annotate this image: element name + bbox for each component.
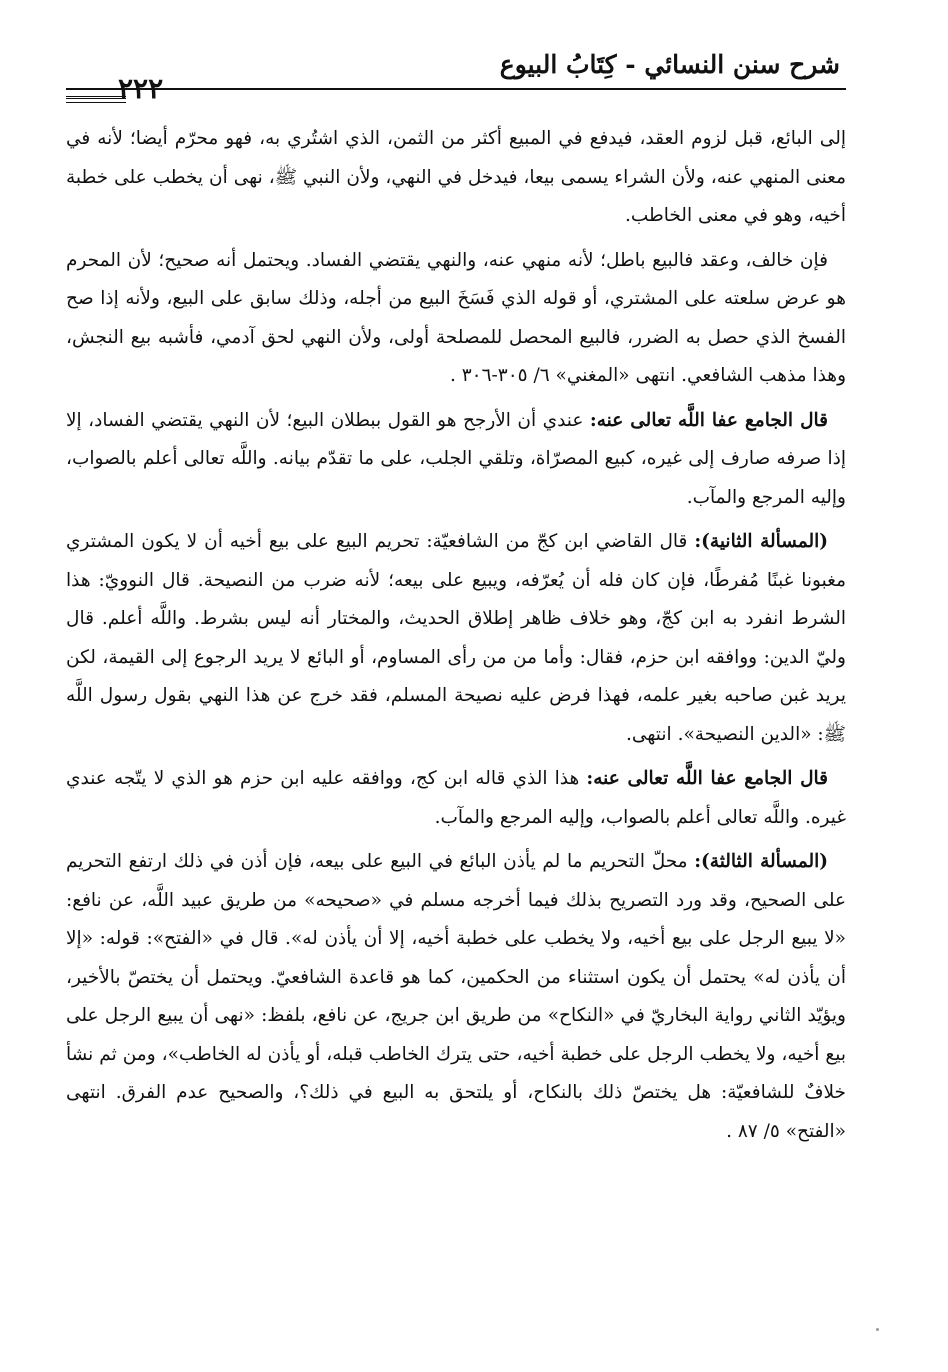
paragraph-lead: (المسألة الثانية): (694, 531, 828, 552)
paragraph-lead: قال الجامع عفا اللَّه تعالى عنه: (586, 768, 828, 789)
paragraph (66, 843, 846, 1151)
paragraph-text: إلى البائع، قبل لزوم العقد، فيدفع في المبيع أكثر من الثمن، الذي اشتُري به، فهو محرّم أيضا؛ لأنه في معنى المنهي عنه، ولأن الشراء يسمى بيعا، فيدخل في النهي، ولأن النبي ﷺ، نهى أن يخطب على خطبة أخيه، وهو في معنى الخاطب. (66, 128, 846, 226)
header-rule-double (66, 96, 126, 103)
scan-speck (876, 1328, 879, 1331)
paragraph-lead: (المسألة الثالثة): (694, 851, 829, 872)
paragraph (66, 242, 846, 396)
header-title: شرح سنن النسائي - كِتَابُ البيوع (499, 50, 840, 79)
paragraph-text: محلّ التحريم ما لم يأذن البائع في البيع على بيعه، فإن أذن في ذلك ارتفع التحريم على الصحيح، وقد ورد التصريح بذلك فيما أخرجه مسلم في «صحيحه» من طريق عبيد اللَّه، عن نافع: «لا يبيع الرجل على بيع أخيه، ولا يخطب على خطبة أخيه، إلا أن يأذن له». قال في «الفتح»: قوله: «إلا أن يأذن له» يحتمل أن يكون استثناء من الحكمين، كما هو قاعدة الشافعيّ. ويحتمل أن يختصّ بالأخير، ويؤيّد الثاني رواية البخاريّ في «النكاح» من طريق ابن جريج، عن نافع، بلفظ: «نهى أن يبيع الرجل على بيع أخيه، ولا يخطب الرجل على خطبة أخيه، حتى يترك الخاطب قبله، أو يأذن له الخاطب»، ومن ثم نشأ خلافٌ للشافعيّة: هل يختصّ ذلك بالنكاح، أو يلتحق به البيع في ذلك؟، والصحيح عدم الفرق. انتهى «الفتح» ٥/ ٨٧ . (66, 851, 846, 1142)
paragraph (66, 523, 846, 754)
book-page (66, 48, 846, 1348)
paragraph-text: فإن خالف، وعقد فالبيع باطل؛ لأنه منهي عنه، والنهي يقتضي الفساد. ويحتمل أنه صحيح؛ لأن المحرم هو عرض سلعته على المشتري، أو قوله الذي فَسَخَ البيع من أجله، وذلك سابق على البيع، ولأنه إذا صح الفسخ الذي حصل به الضرر، فالبيع المحصل للمصلحة أولى، ولأن النهي لحق آدمي، فأشبه بيع النجش، وهذا مذهب الشافعي. انتهى «المغني» ٦/ ٣٠٥-٣٠٦ . (66, 249, 846, 386)
running-header (66, 48, 846, 105)
paragraph-text: هذا الذي قاله ابن كج، ووافقه عليه ابن حزم هو الذي لا يتّجه عندي غيره. واللَّه تعالى أعلم بالصواب، وإليه المرجع والمآب. (66, 768, 846, 828)
paragraph (66, 120, 846, 236)
main-text (66, 120, 846, 1157)
page-number: ٢٢٢ (118, 72, 164, 105)
paragraph-lead: قال الجامع عفا اللَّه تعالى عنه: (589, 409, 828, 431)
paragraph (66, 760, 846, 837)
header-rule (66, 88, 846, 90)
paragraph (66, 402, 846, 518)
paragraph-text: عندي أن الأرجح هو القول ببطلان البيع؛ لأن النهي يقتضي الفساد، إلا إذا صرفه صارف إلى غيره، كبيع المصرّاة، وتلقي الجلب، على ما تقدّم بيانه. واللَّه تعالى أعلم بالصواب، وإليه المرجع والمآب. (66, 409, 846, 508)
paragraph-text: قال القاضي ابن كجّ من الشافعيّة: تحريم البيع على بيع أخيه أن لا يكون المشتري مغبونا غبنًا مُفرطًا، فإن كان فله أن يُعرّفه، ويبيع على بيعه؛ لأنه ضرب من النصيحة. قال النوويّ: هذا الشرط انفرد به ابن كجّ، وهو خلاف ظاهر إطلاق الحديث، والمختار أنه ليس بشرط. واللَّه أعلم. قال وليّ الدين: ووافقه ابن حزم، فقال: وأما من من رأى المساوم، أو البائع لا يريد الرجوع إلى القيمة، لكن يريد غبن صاحبه بغير علمه، فهذا فرض عليه نصيحة المسلم، فقد خرج عن هذا النهي بقول رسول اللَّه ﷺ: «الدين النصيحة». انتهى. (66, 531, 846, 745)
